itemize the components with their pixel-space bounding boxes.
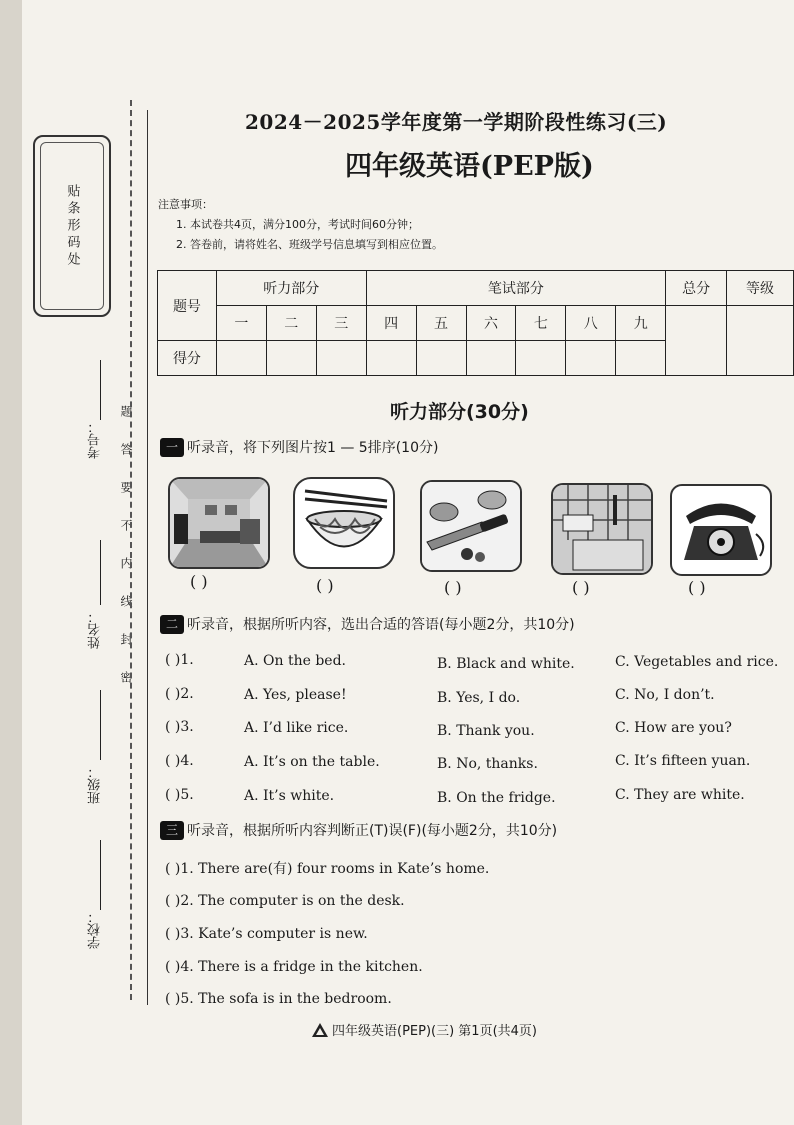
seal-dashed-line	[130, 100, 132, 1000]
row-header: 题号	[158, 271, 217, 341]
part2-badge: 二	[160, 615, 184, 634]
sticker-label: 贴条形码处	[64, 183, 80, 269]
grade-header: 等级	[727, 271, 794, 306]
seal-solid-line	[147, 110, 148, 1005]
bathroom-picture	[551, 483, 653, 575]
col-4: 四	[366, 306, 416, 341]
part1-answer-1[interactable]: ( )	[190, 572, 208, 591]
q5-number[interactable]: ( )5.	[165, 787, 194, 803]
score-cell-2[interactable]	[266, 341, 316, 376]
q1-option-a: A. On the bed.	[244, 653, 346, 669]
name-line	[100, 540, 101, 605]
q2-option-b: B. Yes, I do.	[437, 690, 521, 706]
exam-number-field[interactable]	[86, 380, 103, 470]
score-cell-5[interactable]	[416, 341, 466, 376]
col-7: 七	[516, 306, 566, 341]
name-label: 姓名：	[88, 610, 103, 649]
q3-option-a: A. I’d like rice.	[244, 720, 349, 736]
part2-instruction: 听录音，根据所听内容，选出合适的答语(每小题2分，共10分)	[187, 617, 575, 633]
listening-section-title: 听力部分(30分)	[390, 401, 529, 423]
exam-number-label: 考号：	[88, 420, 103, 459]
q2-option-c: C. No, I don’t.	[615, 687, 715, 703]
score-cell-1[interactable]	[216, 341, 266, 376]
score-cell-7[interactable]	[516, 341, 566, 376]
q1-number[interactable]: ( )1.	[165, 652, 194, 668]
school-line	[100, 840, 101, 910]
living-room-picture	[168, 477, 270, 569]
school-field[interactable]	[86, 910, 103, 1000]
score-cell-9[interactable]	[616, 341, 666, 376]
score-label: 得分	[158, 341, 217, 376]
col-3: 三	[316, 306, 366, 341]
seal-line-text: 题答要不内线封密	[119, 405, 133, 709]
q5-option-c: C. They are white.	[615, 787, 745, 803]
barcode-sticker-box	[33, 135, 111, 317]
notes-heading: 注意事项：	[158, 198, 213, 211]
part3-badge: 三	[160, 821, 184, 840]
exam-title: 2024－2025学年度第一学期阶段性练习(三)	[245, 110, 668, 134]
q3-number[interactable]: ( )3.	[165, 719, 194, 735]
q4-option-c: C. It’s fifteen yuan.	[615, 753, 751, 769]
class-line	[100, 690, 101, 760]
col-8: 八	[566, 306, 616, 341]
publisher-logo-icon	[312, 1023, 328, 1037]
bathroom-illustration	[553, 485, 651, 573]
q4-number[interactable]: ( )4.	[165, 753, 194, 769]
footer-text: 四年级英语(PEP)(三) 第1页(共4页)	[332, 1024, 537, 1039]
q3-option-b: B. Thank you.	[437, 723, 535, 739]
part1-heading	[160, 437, 438, 457]
score-cell-8[interactable]	[566, 341, 616, 376]
cutting-vegetables-picture	[420, 480, 522, 572]
part3-heading	[160, 820, 557, 840]
exam-number-line	[100, 360, 101, 420]
tf-statement-4[interactable]: ( )4. There is a fridge in the kitchen.	[165, 959, 423, 975]
score-cell-4[interactable]	[366, 341, 416, 376]
telephone-picture	[670, 484, 772, 576]
q5-option-a: A. It’s white.	[244, 788, 335, 804]
grade-cell[interactable]	[727, 306, 794, 376]
class-field[interactable]	[86, 760, 103, 850]
living-room-illustration	[170, 479, 268, 567]
tf-statement-3[interactable]: ( )3. Kate’s computer is new.	[165, 926, 368, 942]
part1-answer-2[interactable]: ( )	[316, 576, 334, 595]
q3-option-c: C. How are you?	[615, 720, 732, 736]
total-header: 总分	[666, 271, 727, 306]
part3-instruction: 听录音，根据所听内容判断正(T)误(F)(每小题2分，共10分)	[187, 823, 558, 839]
q2-option-a: A. Yes, please!	[244, 687, 347, 703]
total-cell[interactable]	[666, 306, 727, 376]
col-6: 六	[466, 306, 516, 341]
score-table	[157, 270, 794, 376]
tf-statement-1[interactable]: ( )1. There are(有) four rooms in Kate’s home.	[165, 861, 490, 877]
part1-instruction: 听录音，将下列图片按1 — 5排序(10分)	[187, 440, 439, 456]
written-header: 笔试部分	[366, 271, 666, 306]
cutting-vegetables-illustration	[422, 482, 520, 570]
scan-edge	[0, 0, 22, 1125]
exam-subtitle: 四年级英语(PEP版)	[345, 151, 594, 182]
tf-statement-5[interactable]: ( )5. The sofa is in the bedroom.	[165, 991, 392, 1007]
school-label: 学校：	[88, 910, 103, 949]
q4-option-a: A. It’s on the table.	[244, 754, 380, 770]
page-footer	[312, 1020, 537, 1039]
listening-header: 听力部分	[216, 271, 366, 306]
noodles-bowl-illustration	[295, 479, 393, 567]
part1-answer-3[interactable]: ( )	[444, 578, 462, 597]
q5-option-b: B. On the fridge.	[437, 790, 556, 806]
barcode-sticker-inner	[40, 142, 104, 310]
score-cell-6[interactable]	[466, 341, 516, 376]
class-label: 班级：	[88, 765, 103, 804]
part1-answer-5[interactable]: ( )	[688, 578, 706, 597]
col-2: 二	[266, 306, 316, 341]
q1-option-c: C. Vegetables and rice.	[615, 654, 779, 670]
q4-option-b: B. No, thanks.	[437, 756, 538, 772]
part2-heading	[160, 614, 575, 634]
note-item-1: 1. 本试卷共4页，满分100分，考试时间60分钟；	[176, 218, 419, 231]
col-5: 五	[416, 306, 466, 341]
noodles-bowl-picture	[293, 477, 395, 569]
name-field[interactable]	[86, 590, 103, 680]
score-cell-3[interactable]	[316, 341, 366, 376]
col-9: 九	[616, 306, 666, 341]
q1-option-b: B. Black and white.	[437, 656, 575, 672]
note-item-2: 2. 答卷前，请将姓名、班级学号信息填写到相应位置。	[176, 238, 443, 251]
col-1: 一	[216, 306, 266, 341]
telephone-illustration	[672, 486, 770, 574]
q2-number[interactable]: ( )2.	[165, 686, 194, 702]
part1-badge: 一	[160, 438, 184, 457]
part1-answer-4[interactable]: ( )	[572, 578, 590, 597]
tf-statement-2[interactable]: ( )2. The computer is on the desk.	[165, 893, 405, 909]
